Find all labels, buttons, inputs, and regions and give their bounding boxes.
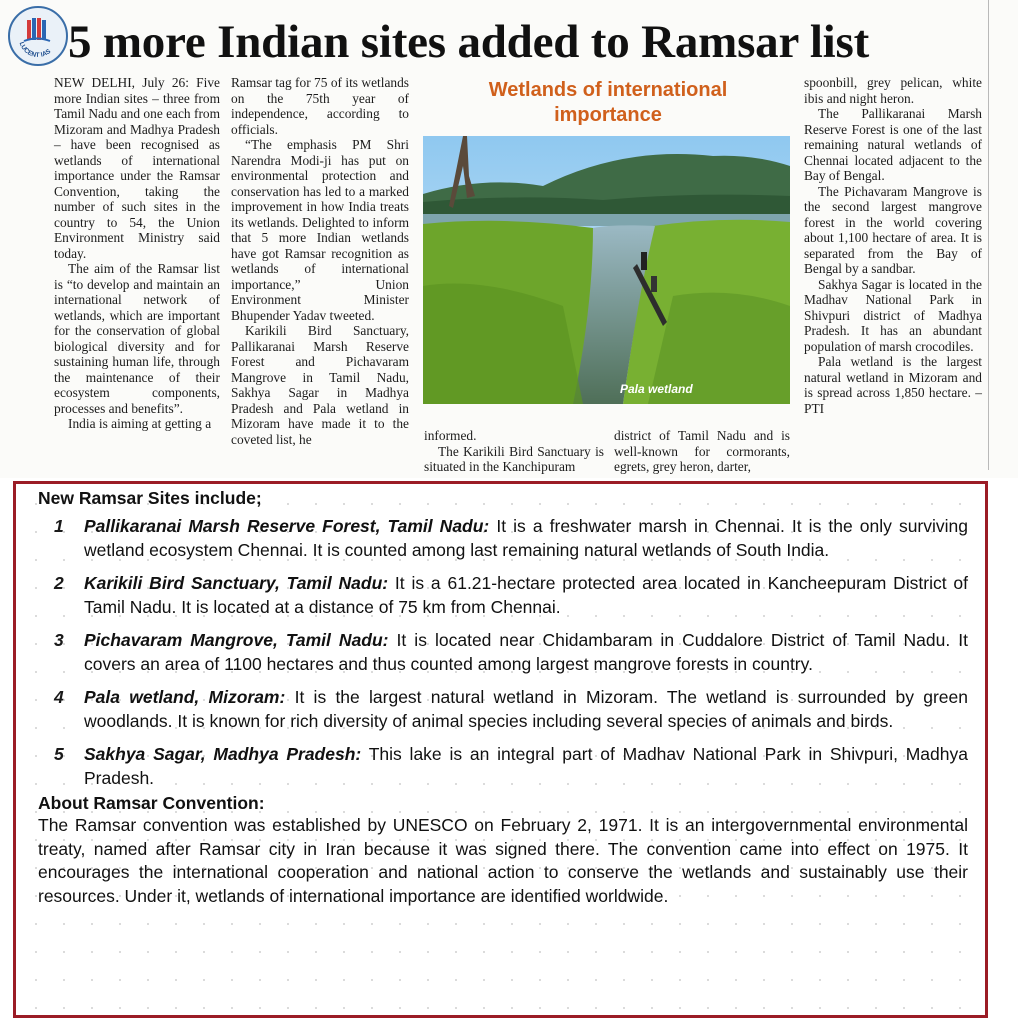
article-paragraph: Ramsar tag for 75 of its wetlands on the 75th year of independence, according to officials. [231,75,409,137]
article-paragraph: The aim of the Ramsar list is “to develop and maintain an international network of wetlands, which are important for the conservation of global biological diversity and for sustaining human life, through the maintenance of their ecosystem components, processes and benefits”. [54,261,220,416]
item-text: It is located near Chidambaram in Cuddalore District of Tamil Nadu. It covers an area of 1100 hectares and thus counted among largest mangrove forests in country. [84,630,968,674]
item-number: 3 [54,630,64,650]
item-body [84,629,968,676]
lucent-ias-logo [8,6,68,66]
article-paragraph: “The emphasis PM Shri Narendra Modi-ji has put on environmental protection and conservation has led to a marked improvement in how India treats its wetlands. Delighted to inform that 5 more Indian wetlands have got Ramsar recognition as wetlands of international importance,” Union Environment Minister Bhupender Yadav tweeted. [231,137,409,323]
item-title: Sakhya Sagar, Madhya Pradesh: [84,744,362,764]
item-number: 4 [54,687,64,707]
article-headline: 5 more Indian sites added to Ramsar list [68,16,870,68]
article-paragraph: spoonbill, grey pelican, white ibis and night heron. [804,75,982,106]
article-column-4 [614,428,790,475]
logo-text: LUCENT IAS [17,41,53,60]
list-item [38,572,968,619]
article-paragraph: district of Tamil Nadu and is well-known for cormorants, egrets, grey heron, darter, [614,428,790,474]
ramsar-sites-list [38,515,968,790]
book-logo-icon [10,8,66,64]
article-paragraph: The Pallikaranai Marsh Reserve Forest is one of the last remaining natural wetlands of Chennai located adjacent to the Bay of Bengal. [804,106,982,183]
photo-caption-line: Wetlands of international [488,79,728,101]
list-item [38,743,968,790]
svg-text:LUCENT IAS [18,41,53,59]
item-body [84,515,968,562]
photo-caption-line: importance [554,104,662,126]
article-paragraph: NEW DELHI, July 26: Five more Indian sites – three from Tamil Nadu and one each from Mizoram and Madhya Pradesh – have been recognised as wetlands of international importance under the Ramsar Convention, taking the number of such sites in the country to 54, the Union Environment Ministry said today. [54,75,221,261]
article-column-2 [231,75,409,447]
about-text: The Ramsar convention was established by UNESCO on February 2, 1971. It is an intergovernmental environmental treaty, named after Ramsar city in Iran because it was signed there. The convention came into effect on 1975. It encourages the international cooperation and national action to conserve the wetlands and sustainably use their resources. Under it, wetlands of international importance are identified worldwide. [38,815,968,906]
photo-label: Pala wetland [620,382,693,396]
article-paragraph: The Karikili Bird Sanctuary is situated in the Kanchipuram [424,443,604,474]
about-heading: About Ramsar Convention: [38,793,265,813]
notes-box [13,481,988,1018]
list-item [38,686,968,733]
article-paragraph: India is aiming at getting a [68,416,212,431]
item-text: It is a 61.21-hectare protected area located in Kancheepuram District of Tamil Nadu. It is located at a distance of 75 km from Chennai. [84,573,968,617]
article-column-3 [424,428,604,475]
item-title: Karikili Bird Sanctuary, Tamil Nadu: [84,573,389,593]
item-text: It is a freshwater marsh in Chennai. It is the only surviving wetland ecosystem Chennai. It is counted among last remaining natural wetlands of South India. [84,516,968,560]
article-paragraph: Pala wetland is the largest natural wetland in Mizoram and is spread across 1,850 hectare. – PTI [804,354,982,416]
article-paragraph: Karikili Bird Sanctuary, Pallikaranai Marsh Reserve Forest and Pichavaram Mangrove in Tamil Nadu, Sakhya Sagar in Madhya Pradesh and Pala wetland in Mizoram have made it to the coveted list, he [231,323,409,447]
item-number: 2 [54,573,64,593]
item-text: It is the largest natural wetland in Mizoram. The wetland is surrounded by green woodlands. It is known for rich diversity of animal species including several species of animals and birds. [84,687,969,731]
item-number: 5 [54,744,64,764]
item-body [84,572,968,619]
list-item [38,515,968,562]
item-body [84,686,968,733]
article-paragraph: The Pichavaram Mangrove is the second largest mangrove forest in the world covering about 1,100 hectare of area. It is separated from the Bay of Bengal by a sandbar. [804,183,982,276]
item-title: Pichavaram Mangrove, Tamil Nadu: [84,630,389,650]
article-paragraph: informed. [424,428,477,443]
notes-heading: New Ramsar Sites include; [38,488,262,508]
item-number: 1 [54,516,64,536]
clipping-edge [988,0,989,470]
wetland-photo [423,136,790,404]
article-column-5 [804,75,982,416]
item-title: Pala wetland, Mizoram: [84,687,286,707]
article-paragraph: Sakhya Sagar is located in the Madhav National Park in Shivpuri district of Madhya Pradesh. It has an abundant population of marsh crocodiles. [804,276,982,354]
item-text: This lake is an integral part of Madhav National Park in Shivpuri, Madhya Pradesh. [84,744,968,788]
article-column-1 [54,75,220,432]
photo-caption [424,78,792,128]
list-item [38,629,968,676]
item-body [84,743,968,790]
item-title: Pallikaranai Marsh Reserve Forest, Tamil Nadu: [84,516,490,536]
